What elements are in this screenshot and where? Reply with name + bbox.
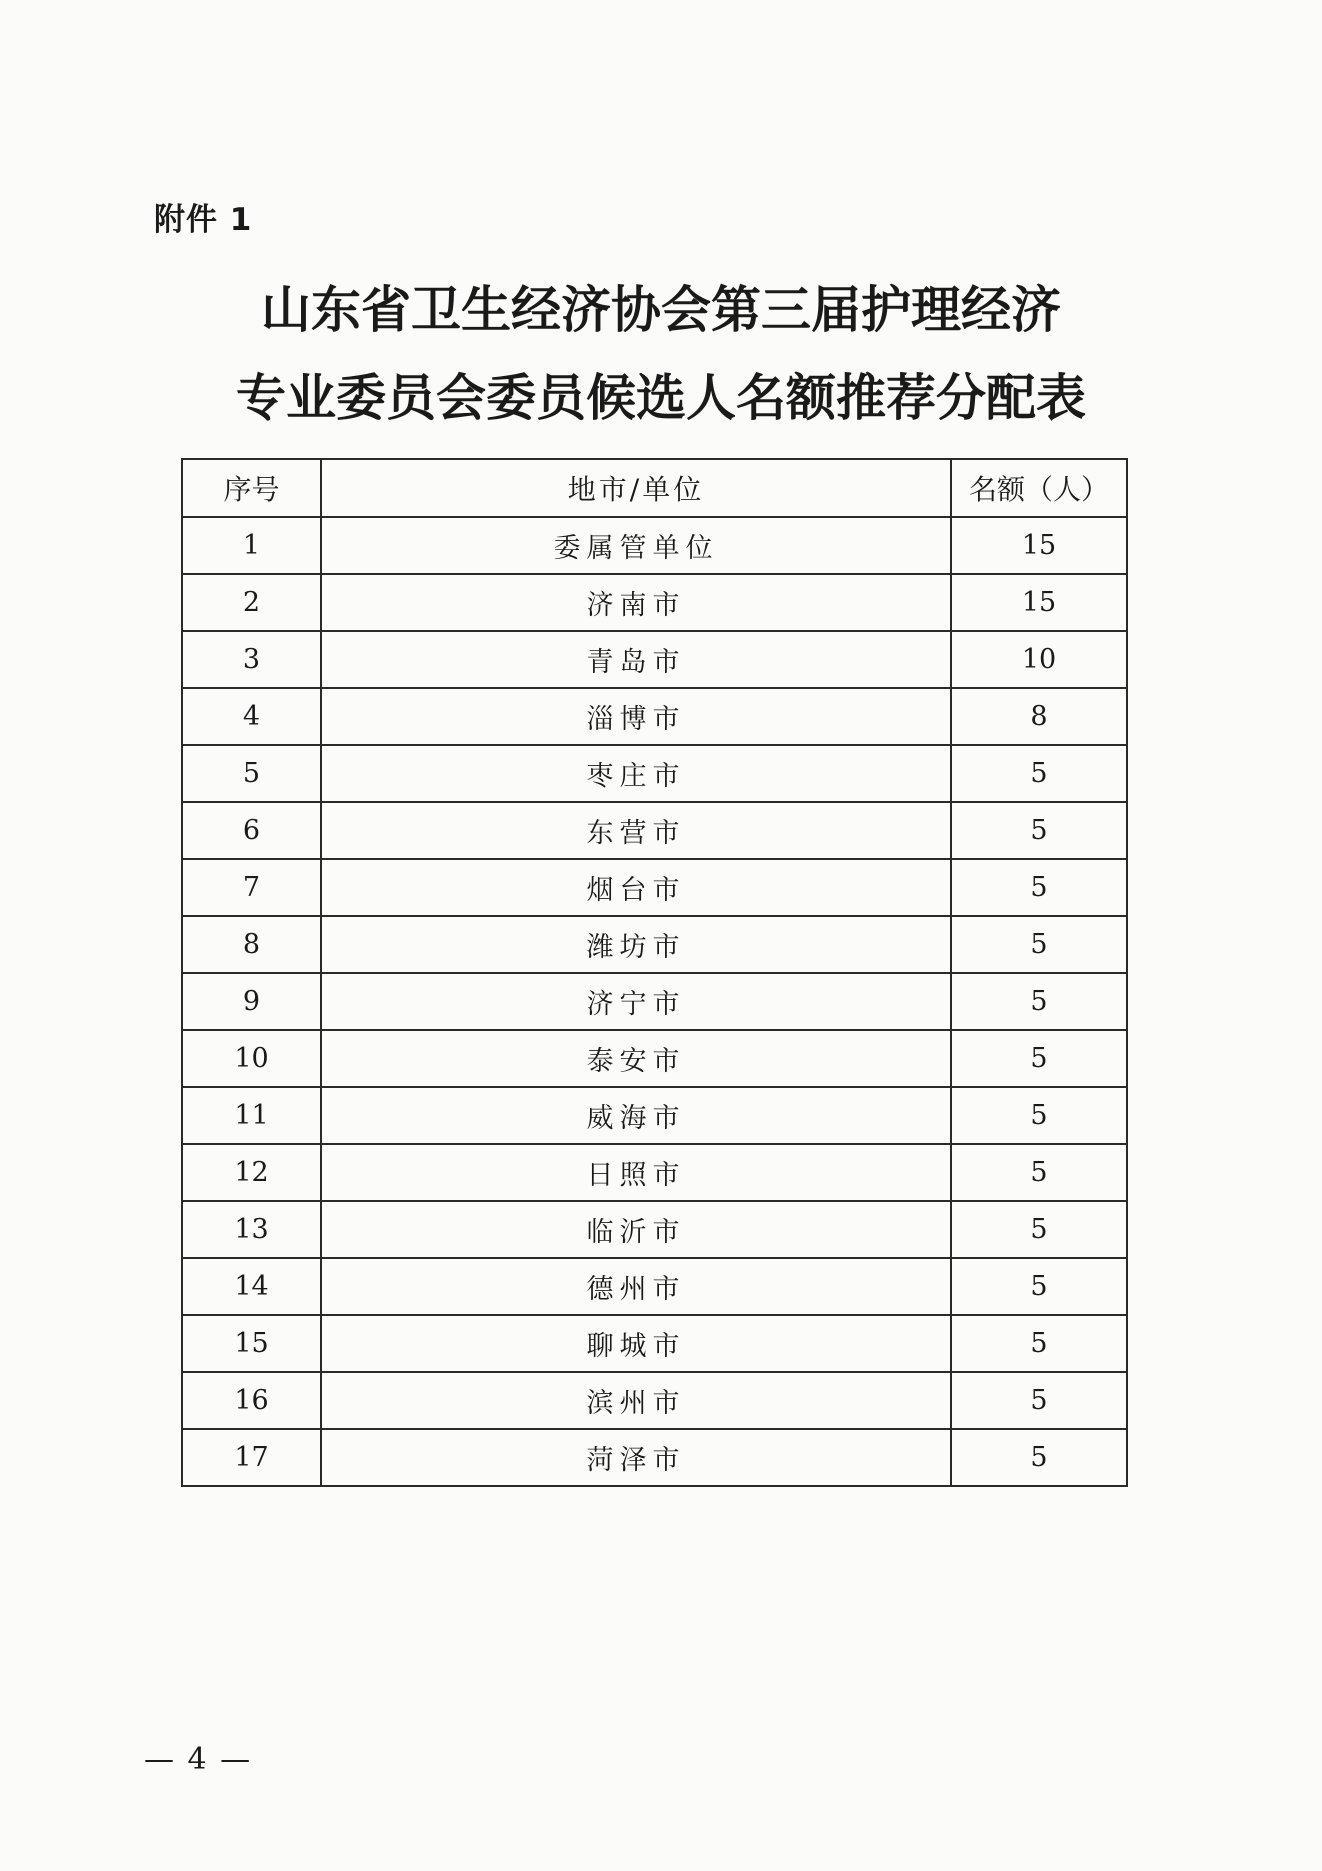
cell-no: 14 <box>182 1258 321 1315</box>
cell-unit: 东营市 <box>321 802 951 859</box>
table-row <box>182 1144 1127 1201</box>
cell-no: 2 <box>182 574 321 631</box>
header-unit: 地市/单位 <box>321 459 951 517</box>
cell-unit: 菏泽市 <box>321 1429 951 1486</box>
cell-no: 4 <box>182 688 321 745</box>
table-row <box>182 688 1127 745</box>
cell-quota: 5 <box>951 1429 1127 1486</box>
cell-quota: 5 <box>951 1258 1127 1315</box>
table-row <box>182 1201 1127 1258</box>
table-header-row <box>182 459 1127 517</box>
cell-unit: 委属管单位 <box>321 517 951 574</box>
cell-no: 16 <box>182 1372 321 1429</box>
cell-unit: 淄博市 <box>321 688 951 745</box>
cell-unit: 聊城市 <box>321 1315 951 1372</box>
table-row <box>182 916 1127 973</box>
cell-quota: 5 <box>951 916 1127 973</box>
header-no: 序号 <box>182 459 321 517</box>
table-row <box>182 1087 1127 1144</box>
cell-quota: 8 <box>951 688 1127 745</box>
cell-quota: 5 <box>951 859 1127 916</box>
cell-unit: 临沂市 <box>321 1201 951 1258</box>
cell-no: 17 <box>182 1429 321 1486</box>
table-row <box>182 802 1127 859</box>
cell-unit: 济宁市 <box>321 973 951 1030</box>
cell-no: 11 <box>182 1087 321 1144</box>
table-row <box>182 745 1127 802</box>
table-row <box>182 973 1127 1030</box>
cell-unit: 滨州市 <box>321 1372 951 1429</box>
cell-unit: 日照市 <box>321 1144 951 1201</box>
cell-no: 1 <box>182 517 321 574</box>
table-row <box>182 574 1127 631</box>
cell-unit: 德州市 <box>321 1258 951 1315</box>
table-row <box>182 859 1127 916</box>
cell-no: 3 <box>182 631 321 688</box>
quota-table <box>181 458 1128 1487</box>
cell-unit: 潍坊市 <box>321 916 951 973</box>
cell-quota: 5 <box>951 1087 1127 1144</box>
page-number: — 4 — <box>144 1742 253 1777</box>
cell-no: 10 <box>182 1030 321 1087</box>
cell-quota: 5 <box>951 745 1127 802</box>
cell-no: 5 <box>182 745 321 802</box>
cell-quota: 5 <box>951 1201 1127 1258</box>
table-row <box>182 1315 1127 1372</box>
attachment-label: 附件 1 <box>154 202 253 238</box>
cell-unit: 泰安市 <box>321 1030 951 1087</box>
cell-quota: 5 <box>951 1372 1127 1429</box>
document-title-line-1: 山东省卫生经济协会第三届护理经济 <box>261 280 1061 339</box>
table-row <box>182 1429 1127 1486</box>
cell-no: 6 <box>182 802 321 859</box>
table-row <box>182 517 1127 574</box>
cell-unit: 青岛市 <box>321 631 951 688</box>
cell-quota: 15 <box>951 517 1127 574</box>
cell-quota: 5 <box>951 802 1127 859</box>
cell-quota: 5 <box>951 1144 1127 1201</box>
table-row <box>182 1372 1127 1429</box>
table-row <box>182 631 1127 688</box>
document-title-line-2: 专业委员会委员候选人名额推荐分配表 <box>236 368 1086 427</box>
cell-quota: 5 <box>951 1030 1127 1087</box>
cell-quota: 15 <box>951 574 1127 631</box>
cell-no: 7 <box>182 859 321 916</box>
header-quota: 名额（人） <box>951 459 1127 517</box>
cell-no: 15 <box>182 1315 321 1372</box>
cell-quota: 10 <box>951 631 1127 688</box>
cell-no: 9 <box>182 973 321 1030</box>
cell-unit: 烟台市 <box>321 859 951 916</box>
cell-unit: 威海市 <box>321 1087 951 1144</box>
cell-no: 8 <box>182 916 321 973</box>
cell-quota: 5 <box>951 1315 1127 1372</box>
table-row <box>182 1258 1127 1315</box>
cell-no: 12 <box>182 1144 321 1201</box>
table-row <box>182 1030 1127 1087</box>
cell-no: 13 <box>182 1201 321 1258</box>
cell-unit: 枣庄市 <box>321 745 951 802</box>
cell-unit: 济南市 <box>321 574 951 631</box>
cell-quota: 5 <box>951 973 1127 1030</box>
